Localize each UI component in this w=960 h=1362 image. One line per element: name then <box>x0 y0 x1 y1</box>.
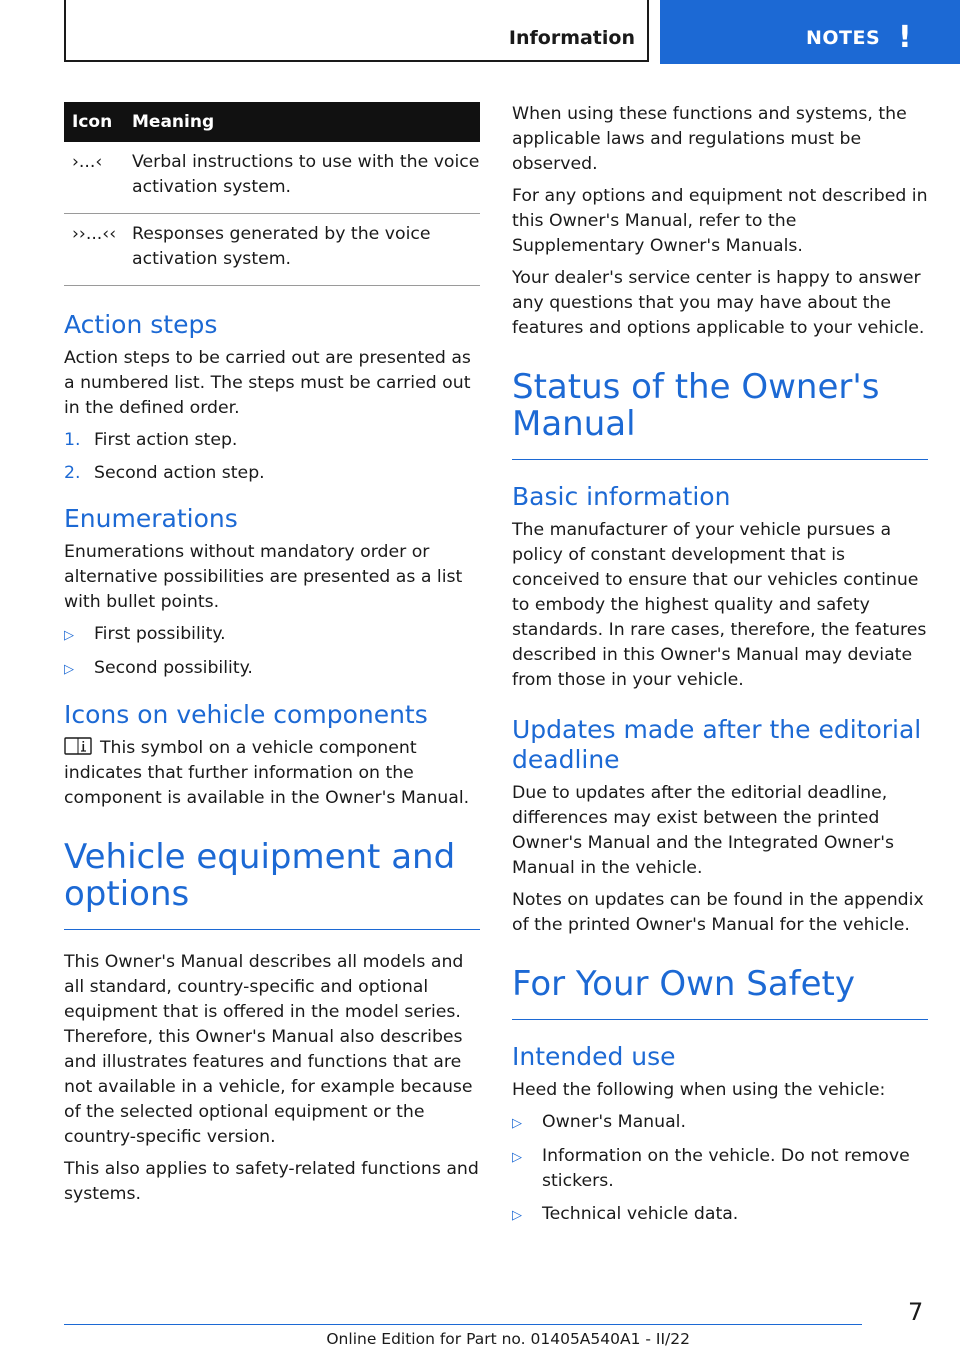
left-column <box>64 102 480 1214</box>
footer-edition: Online Edition for Part no. 01405A540A1 - II/22 <box>326 1330 690 1348</box>
page-number: 7 <box>908 1298 924 1326</box>
updates-text-2: Notes on updates can be found in the appendix of the printed Owner's Manual for the vehicle. <box>512 890 924 935</box>
triangle-bullet-icon: ▷ <box>512 1208 522 1223</box>
list-item <box>512 1110 928 1136</box>
intended-use-list <box>512 1110 928 1228</box>
laws-text: When using these functions and systems, the applicable laws and regulations must be observed. <box>512 104 907 174</box>
right-column <box>512 102 928 1236</box>
enumerations-text: Enumerations without mandatory order or alternative possibilities are presented as a list with bullet points. <box>64 542 463 612</box>
safety-heading: For Your Own Safety <box>512 966 928 1020</box>
list-item <box>64 428 480 453</box>
basic-information-text: The manufacturer of your vehicle pursues a policy of constant development that is conceived to ensure that our vehicles continue to embody the highest quality and safety standards. In rare cases, therefore, the features described in this Owner's Manual may deviate from those in your vehicle. <box>512 520 927 690</box>
triangle-bullet-icon: ▷ <box>512 1116 522 1131</box>
table-cell-meaning: Responses generated by the voice activation system. <box>126 214 480 286</box>
list-item-text: Owner's Manual. <box>542 1112 686 1132</box>
icon-meaning-table <box>64 102 480 286</box>
exclamation-icon: ! <box>898 20 912 55</box>
table-cell-icon: ›...‹ <box>64 142 126 214</box>
list-item <box>512 1202 928 1228</box>
list-item <box>512 1144 928 1194</box>
action-steps-text: Action steps to be carried out are presented as a numbered list. The steps must be carried out in the defined order. <box>64 348 471 418</box>
list-item-text: Second possibility. <box>94 658 253 678</box>
table-cell-icon: ››...‹‹ <box>64 214 126 286</box>
footer-rule <box>64 1324 862 1325</box>
table-row <box>64 142 480 214</box>
action-steps-heading: Action steps <box>64 310 218 339</box>
basic-information-heading: Basic information <box>512 482 731 511</box>
header-chapter-tab <box>660 0 960 64</box>
step-text: First action step. <box>94 430 238 450</box>
icons-components-heading: Icons on vehicle components <box>64 700 428 729</box>
step-number: 1. <box>64 430 81 450</box>
list-item <box>64 656 480 682</box>
header-section-box <box>64 0 649 62</box>
enumerations-heading: Enumerations <box>64 504 238 533</box>
intended-use-text: Heed the following when using the vehicle: <box>512 1080 886 1100</box>
table-header-icon: Icon <box>64 102 126 142</box>
vehicle-equipment-text-2: This also applies to safety-related functions and systems. <box>64 1159 479 1204</box>
list-item <box>64 461 480 486</box>
vehicle-equipment-heading: Vehicle equipment and options <box>64 839 480 930</box>
enumerations-list <box>64 622 480 682</box>
status-heading: Status of the Owner's Manual <box>512 369 928 460</box>
table-header-meaning: Meaning <box>126 102 480 142</box>
table-cell-meaning: Verbal instructions to use with the voice activation system. <box>126 142 480 214</box>
icons-components-paragraph <box>64 736 480 811</box>
list-item <box>64 622 480 648</box>
vehicle-equipment-text: This Owner's Manual describes all models and all standard, country-specific and optional equipment that is offered in the model series. Therefore, this Owner's Manual also describes and illustrates features and functions that are not available in a vehicle, for example because of the selected optional equipment or the country-specific version. <box>64 952 473 1147</box>
list-item-text: Information on the vehicle. Do not remove stickers. <box>542 1146 910 1191</box>
triangle-bullet-icon: ▷ <box>512 1150 522 1165</box>
header-section-title: Information <box>508 27 635 49</box>
updates-text: Due to updates after the editorial deadline, differences may exist between the printed Owner's Manual and the Integrated Owner's Manual in the vehicle. <box>512 783 894 878</box>
header-chapter-title: NOTES <box>806 27 881 49</box>
owners-manual-book-icon <box>64 737 92 755</box>
intended-use-heading: Intended use <box>512 1042 676 1071</box>
list-item-text: First possibility. <box>94 624 226 644</box>
supplementary-text: For any options and equipment not described in this Owner's Manual, refer to the Supplementary Owner's Manuals. <box>512 186 928 256</box>
table-row <box>64 214 480 286</box>
action-steps-list <box>64 428 480 486</box>
triangle-bullet-icon: ▷ <box>64 628 74 643</box>
icons-components-text: This symbol on a vehicle component indicates that further information on the component is available in the Owner's Manual. <box>64 738 470 808</box>
dealer-text: Your dealer's service center is happy to answer any questions that you may have about the features and options applicable to your vehicle. <box>512 268 925 338</box>
updates-heading: Updates made after the editorial deadline <box>512 715 922 774</box>
step-text: Second action step. <box>94 463 265 483</box>
triangle-bullet-icon: ▷ <box>64 662 74 677</box>
step-number: 2. <box>64 463 81 483</box>
list-item-text: Technical vehicle data. <box>542 1204 739 1224</box>
